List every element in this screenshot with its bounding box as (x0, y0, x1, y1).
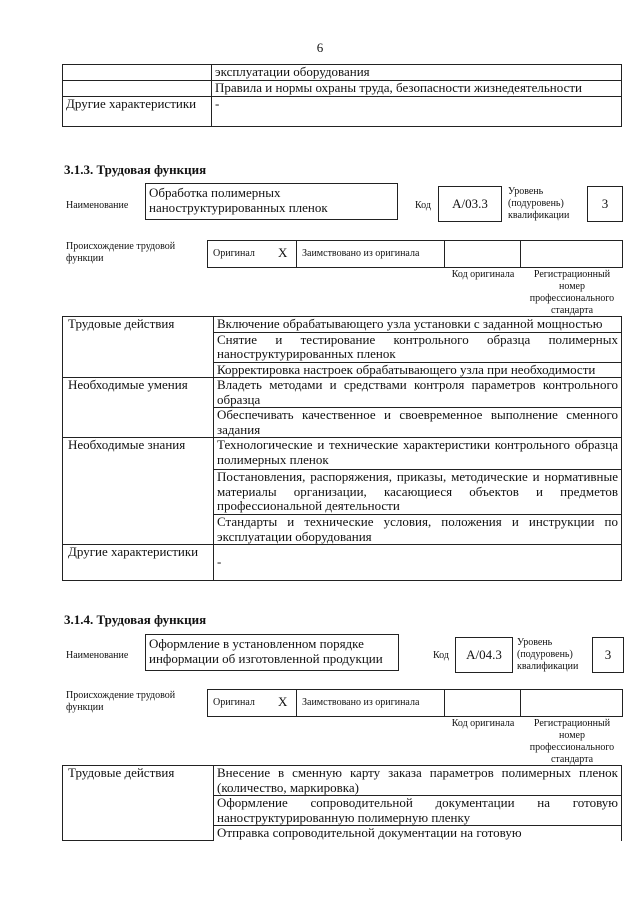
table-cell: Правила и нормы охраны труда, безопасности жизнедеятельности (212, 80, 622, 96)
table-label-cell (63, 80, 212, 96)
function-table (62, 765, 622, 841)
divider (520, 240, 521, 267)
original-label: Оригинал (213, 697, 255, 708)
table-cell: Обеспечивать качественное и своевременное выполнение сменного задания (214, 408, 622, 438)
borrowed-label: Заимствовано из оригинала (302, 697, 420, 708)
original-mark: X (278, 694, 288, 709)
code-original-label: Код оригинала (451, 718, 515, 729)
level-box: 3 (587, 186, 623, 222)
level-label: Уровень (подуровень) квалификации (508, 186, 570, 221)
origin-label: Происхождение трудовой функции (66, 241, 176, 264)
row-label: Трудовые действия (63, 766, 214, 841)
level-box: 3 (592, 637, 624, 673)
original-mark: X (278, 245, 288, 260)
code-label: Код (433, 650, 449, 661)
divider (296, 240, 297, 267)
function-name-box: Оформление в установленном порядке информации об изготовленной продукции (145, 634, 399, 671)
code-box: А/04.3 (455, 637, 513, 673)
page-number: 6 (316, 40, 324, 55)
code-box: А/03.3 (438, 186, 502, 222)
divider (444, 689, 445, 716)
table-cell: Владеть методами и средствами контроля параметров контрольного образца (214, 378, 622, 408)
table-cell: Постановления, распоряжения, приказы, методические и нормативные материалы организации, касающиеся объектов и предметов профессиональной деятельности (214, 470, 622, 515)
table-cell: Технологические и технические характеристики контрольного образца полимерных пленок (214, 438, 622, 470)
table-label-cell: Другие характеристики (63, 96, 212, 126)
table-cell: Стандарты и технические условия, положения и инструкции по эксплуатации оборудования (214, 515, 622, 545)
row-label: Необходимые знания (63, 438, 214, 545)
section-heading: 3.1.3. Трудовая функция (64, 162, 207, 177)
reg-number-label: Регистрационный номер профессионального стандарта (529, 269, 615, 316)
function-table (62, 316, 622, 581)
borrowed-label: Заимствовано из оригинала (302, 248, 420, 259)
divider (296, 689, 297, 716)
table-cell: Снятие и тестирование контрольного образца полимерных наноструктурированных пленок (214, 332, 622, 362)
table-cell: Оформление сопроводительной документации на готовую наноструктурированную полимерную пленку (214, 796, 622, 826)
code-label: Код (415, 200, 431, 211)
level-label: Уровень (подуровень) квалификации (517, 637, 579, 672)
table-label-cell (63, 65, 212, 81)
name-label: Наименование (66, 200, 129, 211)
section-heading: 3.1.4. Трудовая функция (64, 612, 207, 627)
table-cell: Внесение в сменную карту заказа параметров полимерных пленок (количество, маркировка) (214, 766, 622, 796)
original-label: Оригинал (213, 248, 255, 259)
table-cell: эксплуатации оборудования (212, 65, 622, 81)
table-cell: - (214, 545, 622, 581)
divider (444, 240, 445, 267)
table-cell: Включение обрабатывающего узла установки с заданной мощностью (214, 317, 622, 333)
reg-number-label: Регистрационный номер профессионального стандарта (529, 718, 615, 765)
continuation-table (62, 64, 622, 127)
row-label: Необходимые умения (63, 378, 214, 438)
table-cell: Корректировка настроек обрабатывающего узла при необходимости (214, 362, 622, 378)
origin-label: Происхождение трудовой функции (66, 690, 176, 713)
table-cell: - (212, 96, 622, 126)
code-original-label: Код оригинала (451, 269, 515, 280)
row-label: Трудовые действия (63, 317, 214, 378)
table-cell: Отправка сопроводительной документации на готовую (214, 826, 622, 841)
name-label: Наименование (66, 650, 129, 661)
function-name-box: Обработка полимерных наноструктурированных пленок (145, 183, 398, 220)
row-label: Другие характеристики (63, 545, 214, 581)
divider (520, 689, 521, 716)
